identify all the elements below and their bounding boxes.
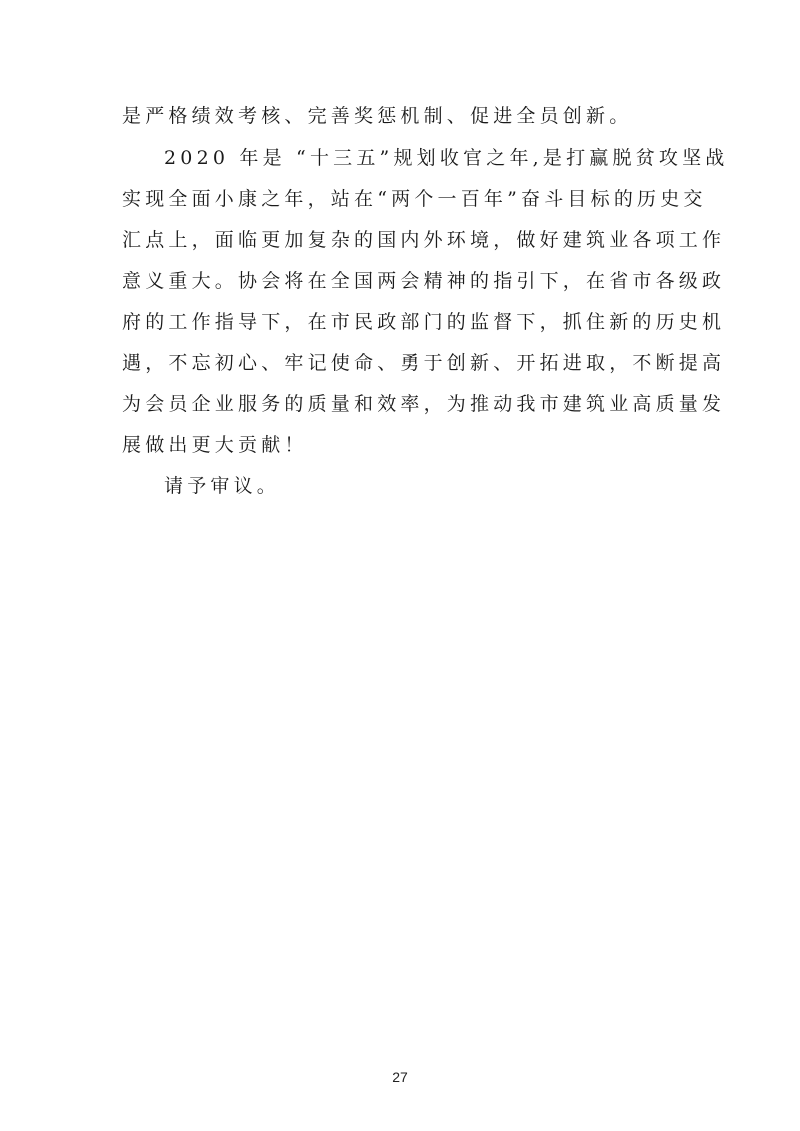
paragraph-line: 意义重大。协会将在全国两会精神的指引下，在省市各级政: [122, 270, 726, 292]
paragraph-line: 遇，不忘初心、牢记使命、勇于创新、开拓进取，不断提高: [122, 352, 726, 374]
closing-line: 请予审议。: [164, 475, 281, 497]
paragraph-line: 实现全面小康之年，站在“两个一百年”奋斗目标的历史交: [122, 188, 707, 210]
paragraph-line: 展做出更大贡献！: [122, 434, 308, 456]
page-number: 27: [392, 1069, 408, 1085]
paragraph-line: 汇点上，面临更加复杂的国内外环境，做好建筑业各项工作: [122, 229, 726, 251]
paragraph-line: 府的工作指导下，在市民政部门的监督下，抓住新的历史机: [122, 311, 726, 333]
paragraph-line: 为会员企业服务的质量和效率，为推动我市建筑业高质量发: [122, 393, 726, 415]
paragraph-line: 是严格绩效考核、完善奖惩机制、促进全员创新。: [122, 105, 633, 127]
paragraph-line: 2020 年是 “十三五”规划收官之年,是打赢脱贫攻坚战: [164, 147, 729, 169]
